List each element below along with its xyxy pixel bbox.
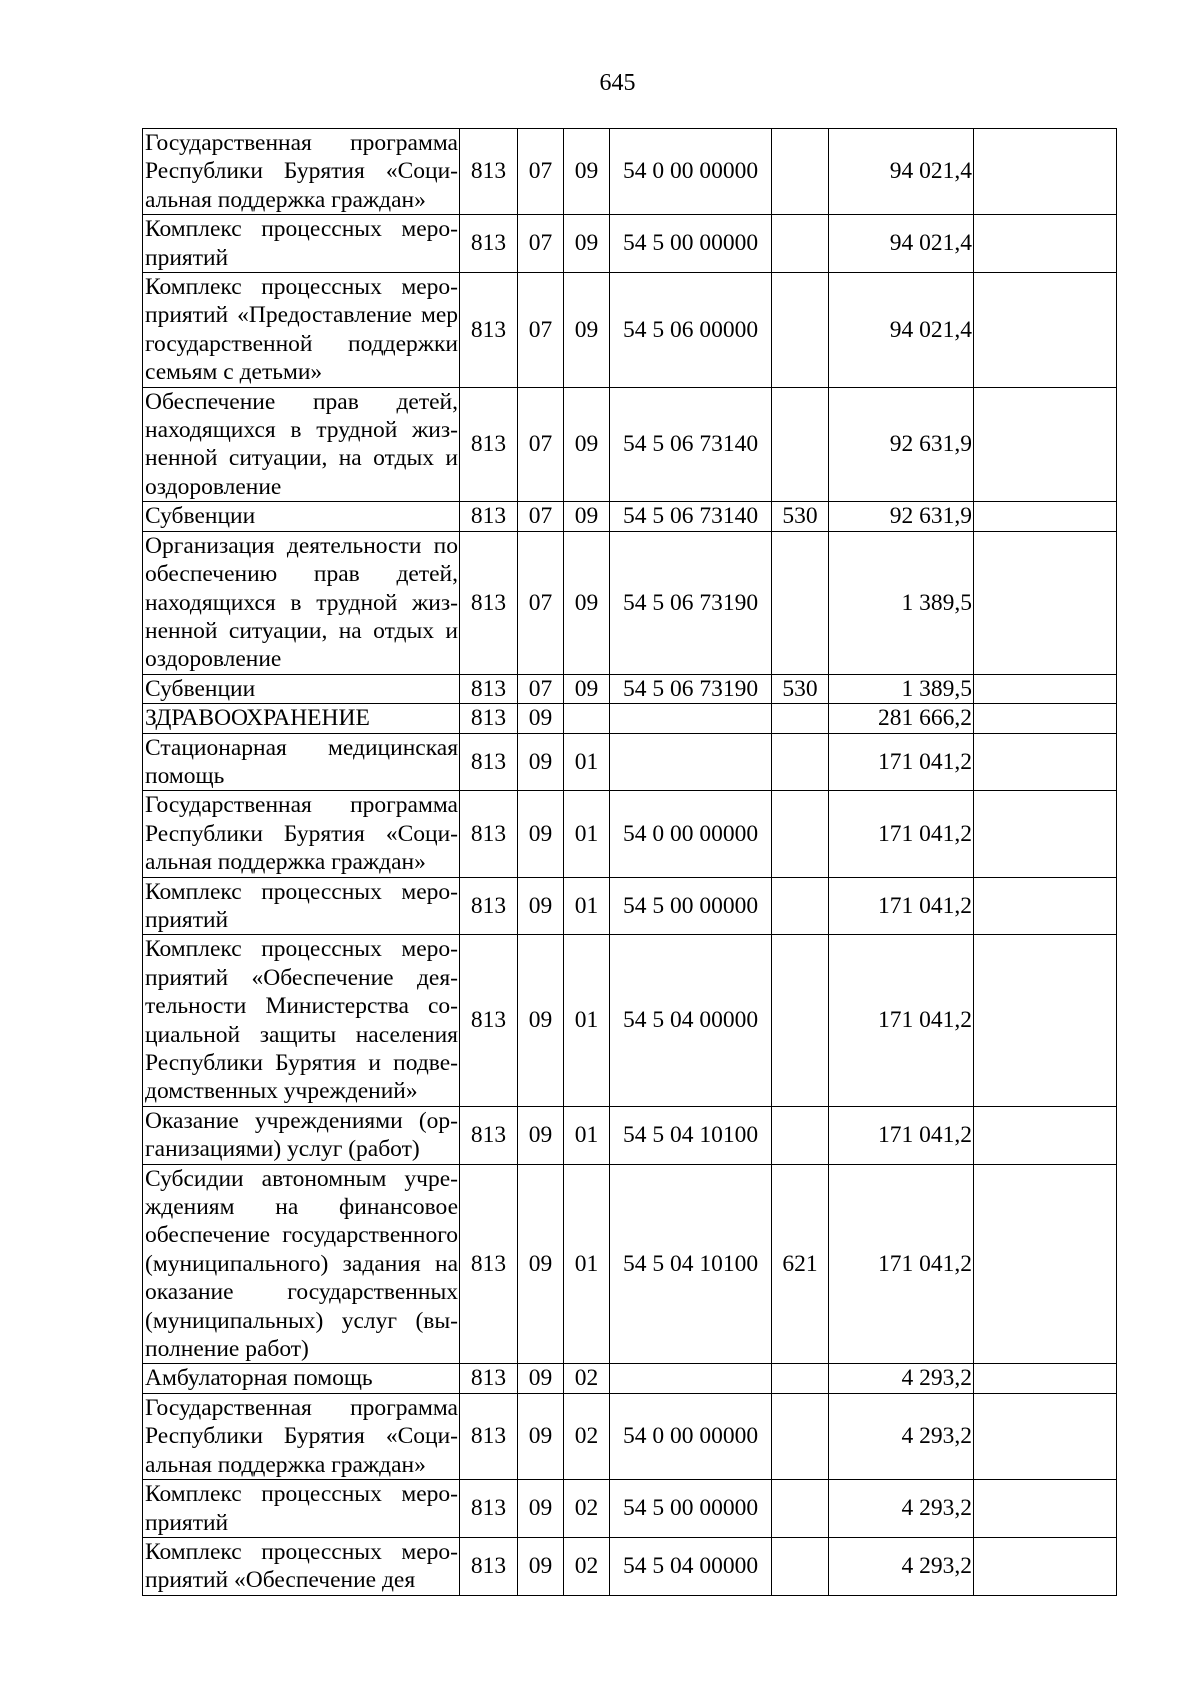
ministry-code-cell: 813 bbox=[460, 129, 518, 215]
ministry-code-cell: 813 bbox=[460, 1364, 518, 1393]
table-row bbox=[143, 733, 1117, 791]
target-article-cell: 54 5 06 00000 bbox=[610, 273, 772, 388]
section-code-cell: 07 bbox=[518, 129, 564, 215]
empty-cell bbox=[974, 1164, 1117, 1364]
subsection-code-cell: 02 bbox=[564, 1393, 610, 1479]
subsection-code-cell: 09 bbox=[564, 674, 610, 703]
subsection-code-cell: 09 bbox=[564, 273, 610, 388]
amount-cell: 94 021,4 bbox=[829, 273, 974, 388]
expense-type-cell: 621 bbox=[772, 1164, 829, 1364]
section-code-cell: 07 bbox=[518, 674, 564, 703]
ministry-code-cell: 813 bbox=[460, 1164, 518, 1364]
section-code-cell: 09 bbox=[518, 935, 564, 1106]
empty-cell bbox=[974, 1393, 1117, 1479]
subsection-code-cell: 01 bbox=[564, 877, 610, 935]
ministry-code-cell: 813 bbox=[460, 215, 518, 273]
table-row bbox=[143, 877, 1117, 935]
amount-cell: 4 293,2 bbox=[829, 1537, 974, 1595]
item-name-cell: Комплекс процессных мероприятий «Обеспечение дея bbox=[143, 1537, 460, 1595]
target-article-cell: 54 0 00 00000 bbox=[610, 1393, 772, 1479]
expense-type-cell bbox=[772, 215, 829, 273]
amount-cell: 4 293,2 bbox=[829, 1364, 974, 1393]
item-name-cell: Государственная программа Республики Бурятия «Социальная поддержка граждан» bbox=[143, 129, 460, 215]
budget-table bbox=[142, 128, 1117, 1596]
expense-type-cell bbox=[772, 791, 829, 877]
empty-cell bbox=[974, 791, 1117, 877]
target-article-cell: 54 5 00 00000 bbox=[610, 877, 772, 935]
amount-cell: 94 021,4 bbox=[829, 215, 974, 273]
empty-cell bbox=[974, 1537, 1117, 1595]
table-row bbox=[143, 1164, 1117, 1364]
subsection-code-cell: 09 bbox=[564, 502, 610, 531]
item-name-cell: Комплекс процессных мероприятий bbox=[143, 215, 460, 273]
empty-cell bbox=[974, 1364, 1117, 1393]
expense-type-cell bbox=[772, 1537, 829, 1595]
ministry-code-cell: 813 bbox=[460, 791, 518, 877]
item-name-cell: Субсидии автономным учреждениям на финансовое обеспечение государственного (муниципального) задания на оказание государственных (муниципальных) услуг (выполнение работ) bbox=[143, 1164, 460, 1364]
target-article-cell: 54 5 06 73140 bbox=[610, 502, 772, 531]
subsection-code-cell: 01 bbox=[564, 1164, 610, 1364]
target-article-cell: 54 5 00 00000 bbox=[610, 1480, 772, 1538]
amount-cell: 4 293,2 bbox=[829, 1480, 974, 1538]
item-name-cell: Комплекс процессных мероприятий bbox=[143, 1480, 460, 1538]
target-article-cell: 54 5 06 73140 bbox=[610, 387, 772, 502]
section-code-cell: 07 bbox=[518, 215, 564, 273]
target-article-cell bbox=[610, 1364, 772, 1393]
section-code-cell: 09 bbox=[518, 1106, 564, 1164]
amount-cell: 1 389,5 bbox=[829, 531, 974, 674]
ministry-code-cell: 813 bbox=[460, 935, 518, 1106]
expense-type-cell bbox=[772, 935, 829, 1106]
item-name-cell: Государственная программа Республики Бурятия «Социальная поддержка граждан» bbox=[143, 1393, 460, 1479]
item-name-cell: Стационарная медицинская помощь bbox=[143, 733, 460, 791]
amount-cell: 4 293,2 bbox=[829, 1393, 974, 1479]
section-code-cell: 07 bbox=[518, 531, 564, 674]
table-row bbox=[143, 1537, 1117, 1595]
empty-cell bbox=[974, 215, 1117, 273]
section-code-cell: 07 bbox=[518, 387, 564, 502]
table-row bbox=[143, 791, 1117, 877]
expense-type-cell bbox=[772, 129, 829, 215]
subsection-code-cell: 09 bbox=[564, 531, 610, 674]
subsection-code-cell: 01 bbox=[564, 791, 610, 877]
amount-cell: 281 666,2 bbox=[829, 704, 974, 733]
table-row bbox=[143, 1480, 1117, 1538]
table-row bbox=[143, 502, 1117, 531]
target-article-cell bbox=[610, 733, 772, 791]
empty-cell bbox=[974, 502, 1117, 531]
item-name-cell: Комплекс процессных мероприятий bbox=[143, 877, 460, 935]
ministry-code-cell: 813 bbox=[460, 733, 518, 791]
expense-type-cell bbox=[772, 1106, 829, 1164]
expense-type-cell bbox=[772, 877, 829, 935]
subsection-code-cell bbox=[564, 704, 610, 733]
expense-type-cell bbox=[772, 387, 829, 502]
empty-cell bbox=[974, 674, 1117, 703]
item-name-cell: Организация деятельности по обеспечению прав детей, находящихся в трудной жизненной ситуации, на отдых и оздоровление bbox=[143, 531, 460, 674]
ministry-code-cell: 813 bbox=[460, 1106, 518, 1164]
target-article-cell: 54 5 04 10100 bbox=[610, 1106, 772, 1164]
expense-type-cell bbox=[772, 733, 829, 791]
empty-cell bbox=[974, 877, 1117, 935]
expense-type-cell bbox=[772, 531, 829, 674]
item-name-cell: Субвенции bbox=[143, 502, 460, 531]
page-number: 645 bbox=[599, 70, 636, 96]
ministry-code-cell: 813 bbox=[460, 502, 518, 531]
amount-cell: 171 041,2 bbox=[829, 1106, 974, 1164]
target-article-cell: 54 0 00 00000 bbox=[610, 791, 772, 877]
section-code-cell: 09 bbox=[518, 877, 564, 935]
amount-cell: 92 631,9 bbox=[829, 502, 974, 531]
expense-type-cell: 530 bbox=[772, 674, 829, 703]
section-code-cell: 07 bbox=[518, 502, 564, 531]
section-code-cell: 09 bbox=[518, 704, 564, 733]
item-name-cell: Амбулаторная помощь bbox=[143, 1364, 460, 1393]
amount-cell: 94 021,4 bbox=[829, 129, 974, 215]
empty-cell bbox=[974, 704, 1117, 733]
amount-cell: 171 041,2 bbox=[829, 733, 974, 791]
empty-cell bbox=[974, 935, 1117, 1106]
ministry-code-cell: 813 bbox=[460, 1480, 518, 1538]
table-row bbox=[143, 1106, 1117, 1164]
ministry-code-cell: 813 bbox=[460, 674, 518, 703]
target-article-cell: 54 5 00 00000 bbox=[610, 215, 772, 273]
subsection-code-cell: 09 bbox=[564, 215, 610, 273]
table-row bbox=[143, 531, 1117, 674]
table-row bbox=[143, 1393, 1117, 1479]
section-code-cell: 09 bbox=[518, 1164, 564, 1364]
table-row bbox=[143, 129, 1117, 215]
expense-type-cell bbox=[772, 1364, 829, 1393]
ministry-code-cell: 813 bbox=[460, 877, 518, 935]
table-row bbox=[143, 215, 1117, 273]
target-article-cell: 54 5 06 73190 bbox=[610, 531, 772, 674]
ministry-code-cell: 813 bbox=[460, 273, 518, 388]
item-name-cell: Комплекс процессных мероприятий «Обеспечение деятельности Министерства социальной защиты населения Республики Бурятия и подведомственных учреждений» bbox=[143, 935, 460, 1106]
expense-type-cell bbox=[772, 273, 829, 388]
target-article-cell bbox=[610, 704, 772, 733]
table-row bbox=[143, 674, 1117, 703]
subsection-code-cell: 09 bbox=[564, 129, 610, 215]
subsection-code-cell: 02 bbox=[564, 1480, 610, 1538]
target-article-cell: 54 5 04 00000 bbox=[610, 1537, 772, 1595]
ministry-code-cell: 813 bbox=[460, 387, 518, 502]
item-name-cell: Государственная программа Республики Бурятия «Социальная поддержка граждан» bbox=[143, 791, 460, 877]
subsection-code-cell: 01 bbox=[564, 1106, 610, 1164]
section-code-cell: 09 bbox=[518, 1480, 564, 1538]
target-article-cell: 54 5 04 10100 bbox=[610, 1164, 772, 1364]
empty-cell bbox=[974, 1480, 1117, 1538]
target-article-cell: 54 0 00 00000 bbox=[610, 129, 772, 215]
subsection-code-cell: 01 bbox=[564, 935, 610, 1106]
table-body bbox=[143, 129, 1117, 1596]
empty-cell bbox=[974, 273, 1117, 388]
table-row bbox=[143, 704, 1117, 733]
amount-cell: 171 041,2 bbox=[829, 1164, 974, 1364]
item-name-cell: Обеспечение прав детей, находящихся в трудной жизненной ситуации, на отдых и оздоровление bbox=[143, 387, 460, 502]
empty-cell bbox=[974, 387, 1117, 502]
empty-cell bbox=[974, 733, 1117, 791]
item-name-cell: Субвенции bbox=[143, 674, 460, 703]
target-article-cell: 54 5 04 00000 bbox=[610, 935, 772, 1106]
section-code-cell: 07 bbox=[518, 273, 564, 388]
section-code-cell: 09 bbox=[518, 1393, 564, 1479]
subsection-code-cell: 01 bbox=[564, 733, 610, 791]
amount-cell: 1 389,5 bbox=[829, 674, 974, 703]
item-name-cell: Комплекс процессных мероприятий «Предоставление мер государственной поддержки семьям с детьми» bbox=[143, 273, 460, 388]
empty-cell bbox=[974, 531, 1117, 674]
amount-cell: 171 041,2 bbox=[829, 935, 974, 1106]
ministry-code-cell: 813 bbox=[460, 704, 518, 733]
expense-type-cell bbox=[772, 1480, 829, 1538]
target-article-cell: 54 5 06 73190 bbox=[610, 674, 772, 703]
empty-cell bbox=[974, 1106, 1117, 1164]
ministry-code-cell: 813 bbox=[460, 1393, 518, 1479]
table-row bbox=[143, 387, 1117, 502]
empty-cell bbox=[974, 129, 1117, 215]
amount-cell: 171 041,2 bbox=[829, 791, 974, 877]
item-name-cell: ЗДРАВООХРАНЕНИЕ bbox=[143, 704, 460, 733]
subsection-code-cell: 02 bbox=[564, 1537, 610, 1595]
ministry-code-cell: 813 bbox=[460, 531, 518, 674]
table-row bbox=[143, 1364, 1117, 1393]
subsection-code-cell: 02 bbox=[564, 1364, 610, 1393]
ministry-code-cell: 813 bbox=[460, 1537, 518, 1595]
item-name-cell: Оказание учреждениями (организациями) услуг (работ) bbox=[143, 1106, 460, 1164]
expense-type-cell bbox=[772, 704, 829, 733]
table-row bbox=[143, 935, 1117, 1106]
section-code-cell: 09 bbox=[518, 733, 564, 791]
table-row bbox=[143, 273, 1117, 388]
amount-cell: 92 631,9 bbox=[829, 387, 974, 502]
amount-cell: 171 041,2 bbox=[829, 877, 974, 935]
section-code-cell: 09 bbox=[518, 791, 564, 877]
section-code-cell: 09 bbox=[518, 1364, 564, 1393]
subsection-code-cell: 09 bbox=[564, 387, 610, 502]
expense-type-cell bbox=[772, 1393, 829, 1479]
section-code-cell: 09 bbox=[518, 1537, 564, 1595]
expense-type-cell: 530 bbox=[772, 502, 829, 531]
